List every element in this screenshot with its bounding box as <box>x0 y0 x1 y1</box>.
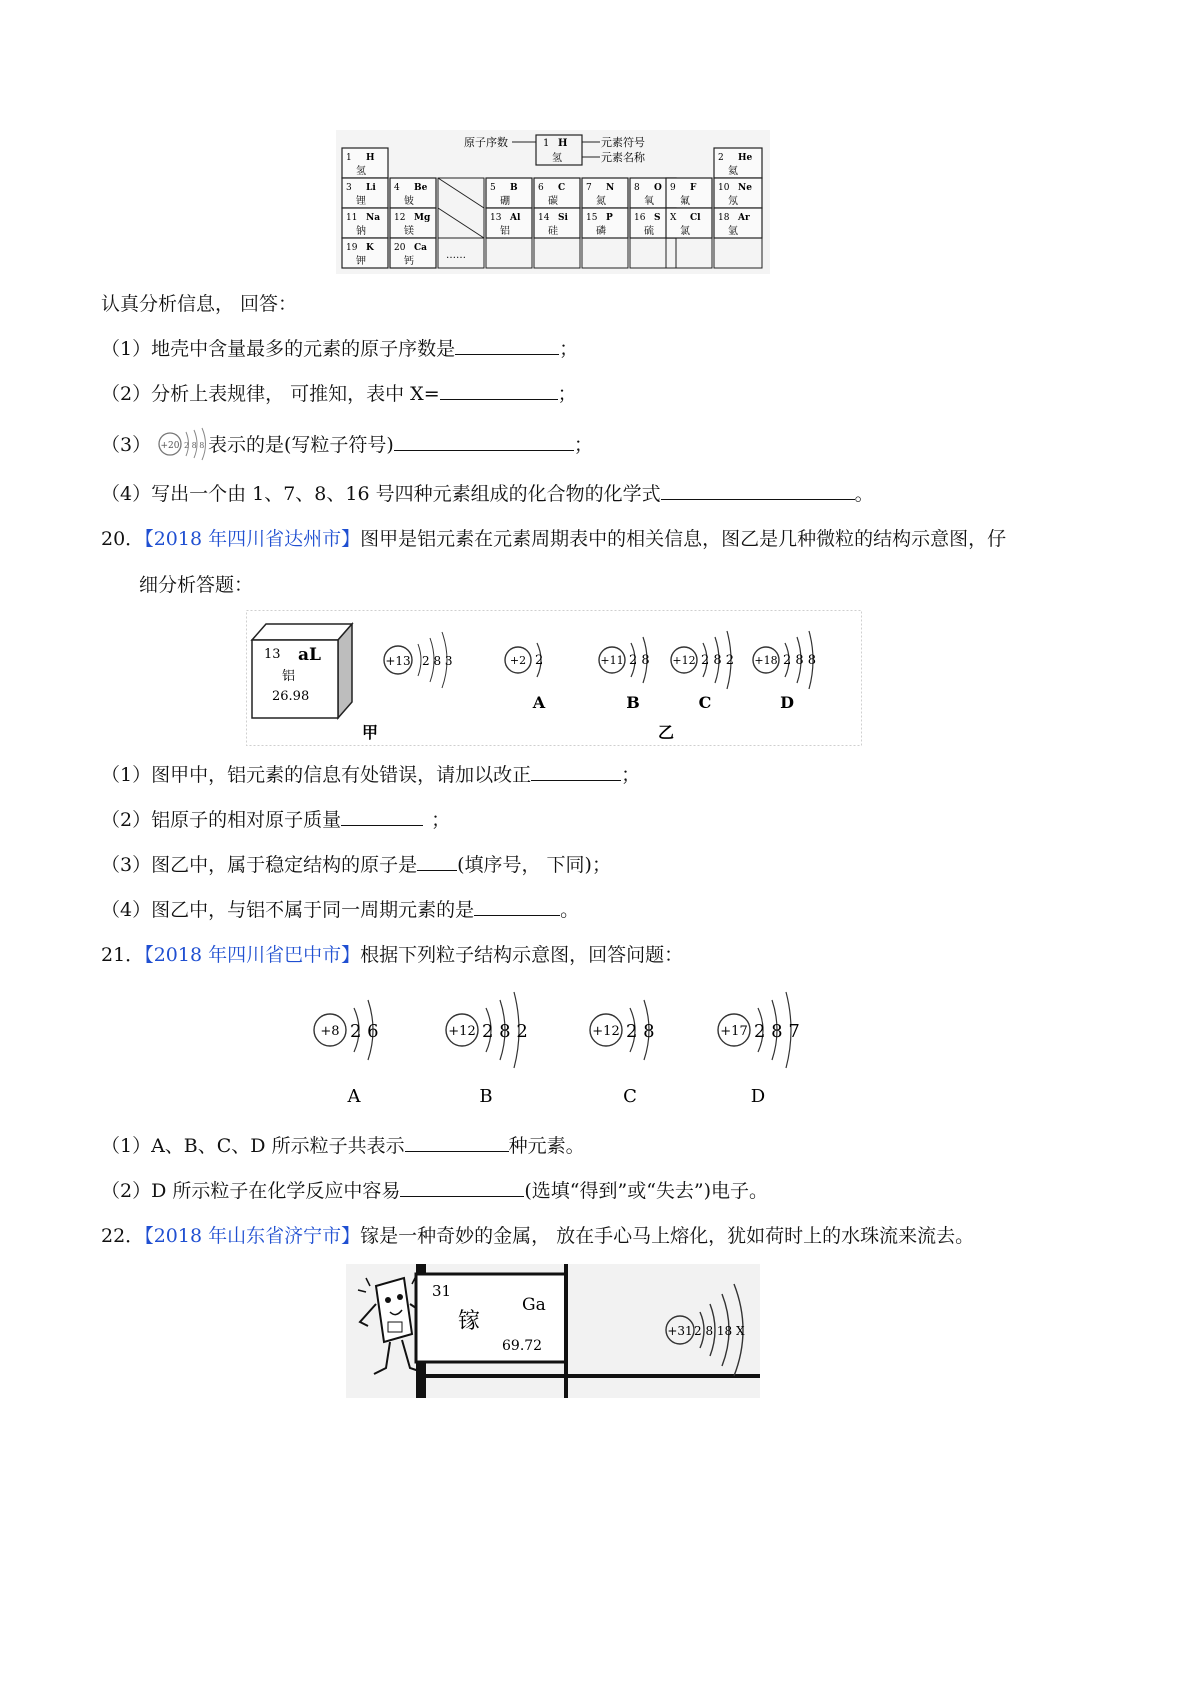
pt-cell-number: 1 <box>346 153 352 163</box>
q21-particle-D <box>718 992 800 1107</box>
q20-p1-end: ； <box>621 764 641 786</box>
al-shells: 2 8 3 <box>422 654 453 668</box>
pt-cell-name: 钙 <box>404 256 414 267</box>
q20-p1-text: （1）图甲中，铝元素的信息有处错误，请加以改正 <box>101 764 532 786</box>
particle-nucleus: +8 <box>320 1024 340 1039</box>
pt-cell-symbol: Mg <box>414 213 431 223</box>
pt-cell-B <box>486 178 532 208</box>
q20-p2-end: ； <box>431 809 451 831</box>
pt-cell-name: 钠 <box>356 226 366 237</box>
q22-stem-text: 镓是一种奇妙的金属， 放在手心马上熔化，犹如荷时上的水珠流来流去。 <box>360 1225 975 1247</box>
pt-cell-number: 12 <box>394 213 406 223</box>
pt-cell-name: 硅 <box>548 226 558 237</box>
particle-shells: 2 8 2 <box>701 653 735 669</box>
pt-cell-name: 氢 <box>356 166 366 177</box>
q20-part2 <box>101 807 450 833</box>
particle-shells: 2 8 7 <box>754 1021 800 1042</box>
particle-shells: 2 8 2 <box>482 1021 528 1042</box>
q20-p4-text: （4）图乙中，与铝不属于同一周期元素的是 <box>101 899 475 921</box>
q21-figure <box>300 980 830 1110</box>
q20-p2-text: （2）铝原子的相对原子质量 <box>101 809 342 831</box>
particle-label: C <box>698 693 712 712</box>
q19-part3 <box>101 432 151 458</box>
pt-cell-N <box>582 178 628 208</box>
particle-shells: 2 8 8 <box>783 653 817 669</box>
q21-part1 <box>101 1133 585 1159</box>
pt-cell-Al <box>486 208 532 238</box>
pt-cell-name: 氮 <box>596 196 606 207</box>
al-nucleus: +13 <box>385 654 411 668</box>
q19-nucleus: +20 <box>160 441 180 451</box>
pt-cell-Mg <box>390 208 436 238</box>
pt-cell-number: 2 <box>718 153 724 163</box>
particle-label: D <box>750 1086 766 1107</box>
pt-cell-name: 氟 <box>680 196 690 207</box>
pt-cell-symbol: O <box>654 183 662 193</box>
pt-cell-number: 13 <box>490 213 502 223</box>
pt-cell-name: 碳 <box>548 196 558 207</box>
q21-p2-text: （2）D 所示粒子在化学反应中容易 <box>101 1180 401 1202</box>
q19-part3-rest <box>208 432 593 458</box>
pt-cell-Ar <box>714 208 762 238</box>
pt-cell-name: 钾 <box>356 256 366 267</box>
q20-figure <box>246 610 862 746</box>
pt-cell-Be <box>390 178 436 208</box>
legend-symbol: H <box>558 138 568 149</box>
q20-number: 20． <box>101 528 145 550</box>
q19-p4-end: 。 <box>854 483 874 505</box>
particle-shells: 2 6 <box>350 1021 379 1042</box>
pt-cell-name: 磷 <box>596 226 606 237</box>
pt-cell-number: 7 <box>586 183 592 193</box>
pt-cell-He <box>714 148 762 178</box>
pt-cell-Li <box>342 178 388 208</box>
q20-source: 【2018 年四川省达州市】 <box>144 528 361 550</box>
q20-p4-end: 。 <box>560 899 580 921</box>
particle-nucleus: +12 <box>672 654 696 668</box>
q19-p1-text: （1）地壳中含量最多的元素的原子序数是 <box>101 338 456 360</box>
pt-cell-number: 10 <box>718 183 730 193</box>
particle-shells: 2 8 <box>629 653 650 669</box>
pt-cell-F <box>666 178 712 208</box>
particle-label: B <box>479 1086 493 1107</box>
legend-right-symbol: 元素符号 <box>601 136 645 149</box>
q19-p1-blank[interactable] <box>455 336 559 355</box>
q20-p1-blank[interactable] <box>531 762 621 781</box>
label-jia: 甲 <box>362 723 379 742</box>
q21-particles <box>314 992 800 1107</box>
pt-cell-symbol: Li <box>366 183 376 193</box>
pt-cell-symbol: N <box>606 183 615 193</box>
q19-p2-blank[interactable] <box>440 381 558 400</box>
q19-part1 <box>101 336 578 362</box>
particle-nucleus: +11 <box>600 654 624 668</box>
q19-p3-pre: （3） <box>101 434 152 456</box>
al-box-mass: 26.98 <box>272 689 310 704</box>
particle-shells: 2 <box>535 653 544 669</box>
q20-p3-end: (填序号， 下同)； <box>457 854 611 876</box>
q19-p2-end: ； <box>557 383 577 405</box>
pt-cell-Cl <box>666 208 712 238</box>
pt-cell-symbol: S <box>654 213 661 223</box>
al-box-symbol: aL <box>298 645 321 665</box>
pt-cell-symbol: He <box>738 153 753 163</box>
pt-cell-Na <box>342 208 388 238</box>
pt-cell-symbol: Al <box>510 213 521 223</box>
ga-mass: 69.72 <box>502 1338 543 1354</box>
q20-part3 <box>101 852 611 878</box>
q21-stem-text: 根据下列粒子结构示意图，回答问题： <box>360 944 684 966</box>
q19-part4 <box>101 481 874 507</box>
q21-p2-blank[interactable] <box>400 1178 524 1197</box>
q21-p1-blank[interactable] <box>405 1133 509 1152</box>
q19-p3-end: ； <box>573 434 593 456</box>
particle-shells: 2 8 <box>626 1021 655 1042</box>
q20-stem2: 细分析答题： <box>139 574 254 596</box>
pt-cell-symbol: Ca <box>414 243 427 253</box>
legend-number: 1 <box>543 138 550 149</box>
pt-cell-number: X <box>670 213 677 223</box>
particle-nucleus: +18 <box>754 654 778 668</box>
pt-cell-C <box>534 178 580 208</box>
legend-right-name: 元素名称 <box>601 151 645 164</box>
q19-intro: 认真分析信息， 回答： <box>101 293 298 315</box>
q22-number: 22． <box>101 1225 145 1247</box>
legend-name: 氢 <box>552 153 562 164</box>
particle-nucleus: +12 <box>592 1024 620 1039</box>
pt-cell-symbol: P <box>606 213 613 223</box>
pt-cell-symbol: B <box>510 183 518 193</box>
q21-particle-C <box>590 1000 655 1107</box>
pt-cell-number: 15 <box>586 213 598 223</box>
q22-figure <box>346 1264 760 1398</box>
periodic-table-svg <box>336 130 770 274</box>
pt-cell-number: 6 <box>538 183 544 193</box>
pt-cell-number: 4 <box>394 183 400 193</box>
pt-cell-symbol: Si <box>558 213 568 223</box>
q19-part2 <box>101 381 577 407</box>
ga-number: 31 <box>432 1282 452 1300</box>
pt-cell-Si <box>534 208 580 238</box>
q21-p1-text: （1）A、B、C、D 所示粒子共表示 <box>101 1135 405 1157</box>
particle-nucleus: +2 <box>509 654 527 668</box>
q20-stem1: 图甲是铝元素在元素周期表中的相关信息，图乙是几种微粒的结构示意图，仔 <box>360 528 1007 550</box>
q19-particle-diagram <box>156 424 214 464</box>
q21-p2-end: (选填“得到”或“失去”)电子。 <box>524 1180 769 1202</box>
ga-symbol: Ga <box>522 1295 546 1315</box>
pt-cell-symbol: H <box>366 153 375 163</box>
pt-cell-symbol: Ne <box>738 183 752 193</box>
q21-stem <box>101 942 683 968</box>
pt-cell-name: 氧 <box>644 196 654 207</box>
q20-p3-blank[interactable] <box>417 852 457 871</box>
particle-nucleus: +12 <box>448 1024 476 1039</box>
pt-cell-name: 硫 <box>644 226 654 237</box>
pt-cell-symbol: Cl <box>690 213 701 223</box>
pt-cell-number: 11 <box>346 213 358 223</box>
al-box-name: 铝 <box>282 669 296 684</box>
particle-label: A <box>532 693 546 712</box>
pt-cell-P <box>582 208 628 238</box>
q21-source: 【2018 年四川省巴中市】 <box>144 944 361 966</box>
al-box-number: 13 <box>264 647 281 662</box>
pt-cell-name: 铝 <box>500 226 510 237</box>
pt-cell-Ca <box>390 238 436 268</box>
pt-cell-Ne <box>714 178 762 208</box>
pt-cell-number: 19 <box>346 243 358 253</box>
q19-p4-text: （4）写出一个由 1、7、8、16 号四种元素组成的化合物的化学式 <box>101 483 661 505</box>
q21-particle-B <box>446 992 528 1107</box>
pt-cell-number: 5 <box>490 183 496 193</box>
pt-cell-symbol: Be <box>414 183 428 193</box>
q20-stem-line1 <box>101 526 1006 552</box>
q21-particle-A <box>314 1000 379 1107</box>
pt-cell-symbol: F <box>690 183 697 193</box>
pt-cell-number: 9 <box>670 183 676 193</box>
particle-nucleus: +17 <box>720 1024 748 1039</box>
pt-cell-name: 氖 <box>728 196 738 207</box>
pt-cell-H <box>342 148 388 178</box>
q21-p1-end: 种元素。 <box>508 1135 585 1157</box>
q22-stem <box>101 1223 974 1249</box>
pt-cell-number: 18 <box>718 213 730 223</box>
pt-cell-name: 氩 <box>728 226 738 237</box>
periodic-table-figure <box>336 130 770 274</box>
pt-cell-symbol: Ar <box>738 213 750 223</box>
pt-cell-name: 铍 <box>404 196 414 207</box>
legend-left: 原子序数 <box>464 136 508 149</box>
q20-part4 <box>101 897 579 923</box>
pt-cell-symbol: K <box>366 243 374 253</box>
q21-part2 <box>101 1178 768 1204</box>
q19-p3-text: 表示的是(写粒子符号) <box>208 434 394 456</box>
q19-p1-end: ； <box>559 338 579 360</box>
q19-shells: 2 8 8 <box>184 441 205 450</box>
pt-cell-name: 硼 <box>500 196 510 207</box>
pt-cell-number: 20 <box>394 243 406 253</box>
ga-shells: 2 8 18 X <box>694 1324 745 1338</box>
pt-cell-number: 14 <box>538 213 550 223</box>
pt-cell-symbol: C <box>558 183 566 193</box>
particle-label: A <box>347 1086 361 1107</box>
q21-number: 21． <box>101 944 145 966</box>
q20-p4-blank[interactable] <box>474 897 560 916</box>
pt-cell-symbol: Na <box>366 213 381 223</box>
q19-p3-blank[interactable] <box>394 432 574 451</box>
ga-name: 镓 <box>458 1309 481 1334</box>
pt-cell-name: 氦 <box>728 166 738 177</box>
label-yi: 乙 <box>658 723 675 742</box>
q20-p2-blank[interactable] <box>341 807 423 826</box>
q19-p2-text: （2）分析上表规律， 可推知，表中 X= <box>101 383 440 405</box>
q20-part1 <box>101 762 640 788</box>
particle-label: B <box>626 693 640 712</box>
pt-cell-number: 16 <box>634 213 646 223</box>
pt-ellipsis: …… <box>446 250 466 261</box>
ga-nucleus: +31 <box>667 1324 693 1338</box>
pt-cell-number: 8 <box>634 183 640 193</box>
q19-p4-blank[interactable] <box>661 481 855 500</box>
q22-source: 【2018 年山东省济宁市】 <box>144 1225 361 1247</box>
particle-label: D <box>780 693 794 712</box>
pt-cell-K <box>342 238 388 268</box>
pt-cell-name: 氯 <box>680 226 690 237</box>
particle-label: C <box>623 1086 637 1107</box>
pt-cell-name: 镁 <box>404 226 414 237</box>
q20-p3-text: （3）图乙中，属于稳定结构的原子是 <box>101 854 418 876</box>
pt-cell-name: 锂 <box>356 196 366 207</box>
pt-cell-number: 3 <box>346 183 352 193</box>
